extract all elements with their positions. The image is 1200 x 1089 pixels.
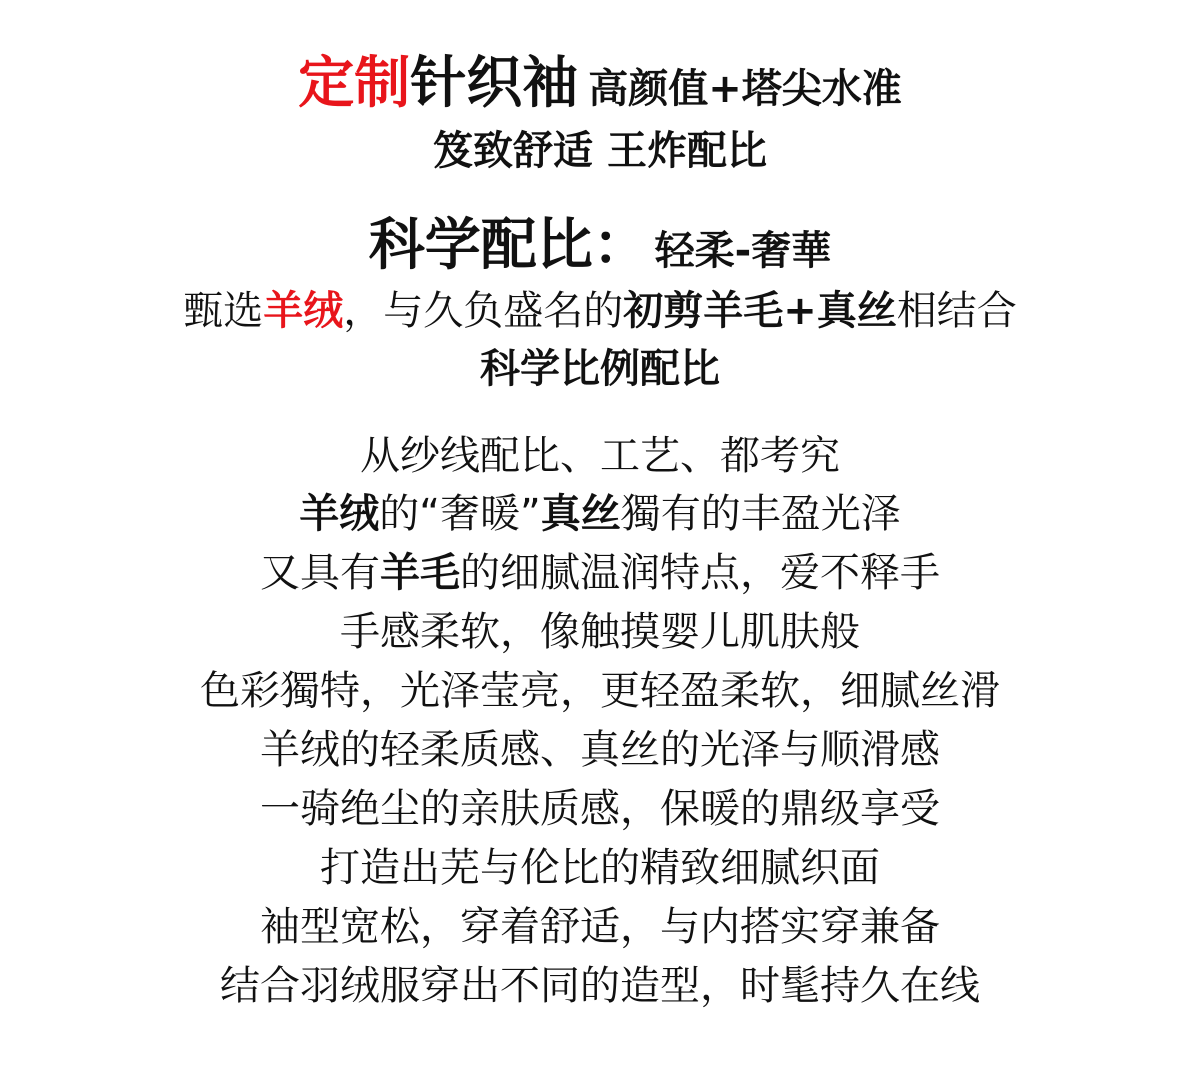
intro-part5: 相结合 (896, 288, 1017, 334)
body-line-1: 从纱线配比、工艺、都考究 (360, 433, 840, 479)
body-line-2 (0, 491, 1200, 537)
body-line-3-bold-b: 羊毛 (380, 550, 460, 596)
body-line-3 (0, 550, 1200, 596)
intro-part3: ，与久负盛名的 (343, 288, 624, 334)
body-line-7: 一骑绝尘的亲肤质感，保暖的鼎级享受 (260, 786, 940, 832)
intro-highlight-bold: 初剪羊毛+真丝 (623, 288, 897, 334)
body-line-6: 羊绒的轻柔质感、真丝的光泽与顺滑感 (260, 727, 940, 773)
body-line-2-bold-c: 真丝 (540, 491, 621, 537)
body-line-2-b: 的“奢暖” (379, 491, 541, 537)
title-tag: 高颜值+塔尖水准 (588, 66, 902, 112)
body-line-4: 手感柔软，像触摸婴儿肌肤般 (340, 609, 860, 655)
title-line (0, 51, 1200, 116)
body-line-3-a: 又具有 (260, 550, 380, 596)
body-line-10: 结合羽绒服穿出不同的造型，时髦持久在线 (220, 963, 980, 1009)
section-heading: 科学配比： (368, 213, 649, 278)
body-line-2-d: 獨有的丰盈光泽 (620, 491, 901, 537)
intro-highlight-red: 羊绒 (263, 288, 344, 334)
intro-part1: 甄选 (183, 288, 264, 334)
section-heading-tag: 轻柔-奢華 (654, 228, 832, 274)
section-heading-line (0, 213, 1200, 278)
intro-line-2: 科学比例配比 (480, 346, 720, 392)
body-line-5: 色彩獨特，光泽莹亮，更轻盈柔软，细腻丝滑 (200, 668, 1000, 714)
subtitle: 笈致舒适 王炸配比 (433, 128, 767, 174)
body-line-2-bold-a: 羊绒 (299, 491, 380, 537)
intro-line (0, 288, 1200, 334)
body-line-9: 袖型宽松，穿着舒适，与内搭实穿兼备 (260, 904, 940, 950)
body-line-3-c: 的细腻温润特点，爱不释手 (460, 550, 940, 596)
title-red-text: 定制 (298, 51, 411, 116)
body-line-8: 打造出芜与伦比的精致细腻织面 (320, 845, 880, 891)
title-text: 针织袖 (410, 51, 579, 116)
